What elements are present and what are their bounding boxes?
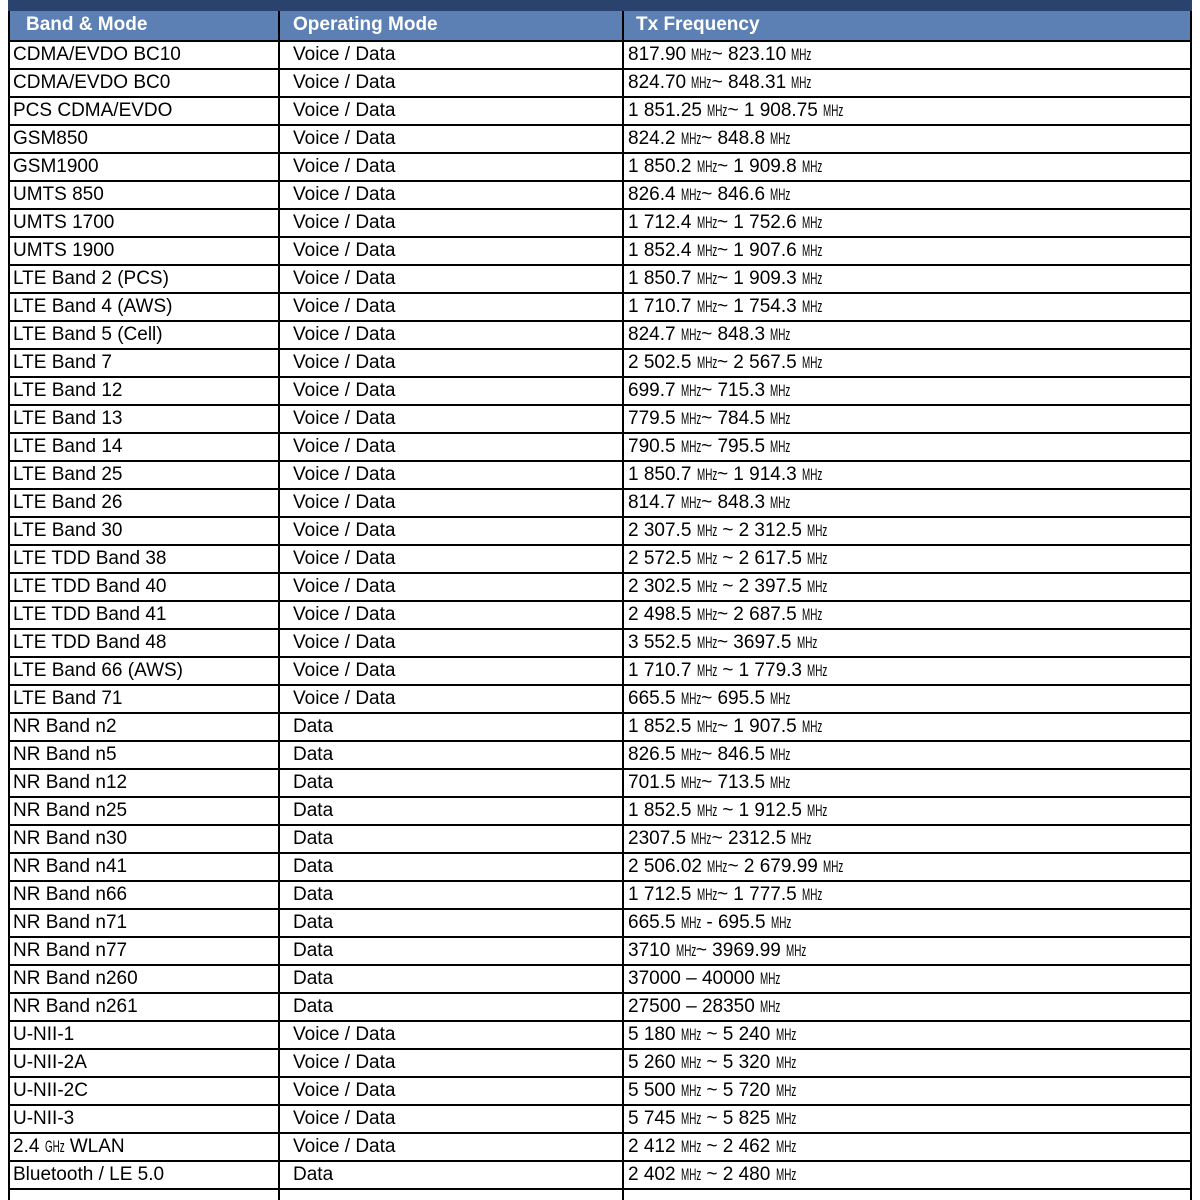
freq-unit: MHz [680,1109,702,1128]
table-row [8,1022,1192,1050]
freq-unit: MHz [680,493,702,512]
table-row [8,742,1192,770]
band-cell: LTE Band 25 [10,462,280,488]
mode-cell: Voice / Data [280,238,624,264]
band-cell: LTE Band 4 (AWS) [10,294,280,320]
freq-cell: 1 852.5 MHz~ 1 907.5 MHz [628,716,823,737]
freq-unit: MHz [770,129,791,148]
mode-cell: Voice / Data [280,42,624,68]
header-band-mode: Band & Mode [10,11,280,40]
freq-unit: MHz [696,633,717,652]
freq-unit: MHz [791,73,812,92]
freq-unit: MHz [801,297,823,316]
table-row [8,182,1192,210]
freq-cell: 37000 – 40000 MHz [628,968,781,989]
freq-cell: 701.5 MHz~ 713.5 MHz [628,772,791,793]
freq-unit: MHz [696,297,717,316]
mode-cell: Voice / Data [280,126,624,152]
freq-unit: MHz [770,185,791,204]
freq-cell: 826.4 MHz~ 846.6 MHz [628,184,791,205]
band-cell: LTE Band 13 [10,406,280,432]
freq-cell: 2 302.5 MHz ~ 2 397.5 MHz [628,576,828,597]
freq-unit: MHz [801,241,823,260]
table-row [8,630,1192,658]
freq-unit: MHz [786,941,807,960]
freq-unit: MHz [791,45,812,64]
freq-unit: MHz [807,661,828,680]
freq-cell: 1 851.25 MHz~ 1 908.75 MHz [628,100,844,121]
freq-cell: 2 502.5 MHz~ 2 567.5 MHz [628,352,823,373]
band-cell: LTE TDD Band 38 [10,546,280,572]
freq-unit: MHz [770,689,791,708]
band-cell: U-NII-3 [10,1106,280,1132]
mode-cell: Data [280,798,624,824]
freq-unit: MHz [691,829,712,848]
table-row [8,210,1192,238]
freq-unit: MHz [770,409,791,428]
freq-unit: MHz [801,885,823,904]
freq-unit: MHz [775,1109,796,1128]
freq-unit: MHz [791,829,812,848]
freq-cell: 5 260 MHz ~ 5 320 MHz [628,1052,796,1073]
freq-unit: MHz [775,1053,796,1072]
freq-unit: MHz [696,465,717,484]
freq-unit: MHz [823,101,844,120]
mode-cell: Voice / Data [280,518,624,544]
band-cell: CDMA/EVDO BC10 [10,42,280,68]
band-cell: U-NII-2C [10,1078,280,1104]
band-cell: GSM1900 [10,154,280,180]
mode-cell: Voice / Data [280,434,624,460]
mode-cell: Voice / Data [280,686,624,712]
freq-cell: 3710 MHz~ 3969.99 MHz [628,940,807,961]
freq-unit: MHz [775,1137,796,1156]
band-cell: LTE Band 12 [10,378,280,404]
freq-unit: MHz [680,325,702,344]
freq-unit: MHz [770,773,791,792]
freq-unit: MHz [696,157,717,176]
table-row [8,798,1192,826]
freq-cell: 27500 – 28350 MHz [628,996,781,1017]
band-cell: LTE Band 30 [10,518,280,544]
freq-unit: MHz [801,605,823,624]
band-cell: 2.4 GHz WLAN [10,1134,280,1160]
freq-cell: 1 850.7 MHz~ 1 909.3 MHz [628,268,823,289]
band-cell: NR Band n71 [10,910,280,936]
band-cell: LTE Band 2 (PCS) [10,266,280,292]
mode-cell: Voice / Data [280,350,624,376]
table-row [8,294,1192,322]
freq-unit: MHz [807,549,828,568]
freq-cell: 2 412 MHz ~ 2 462 MHz [628,1136,796,1157]
header-operating-mode: Operating Mode [280,11,624,40]
table-row [8,826,1192,854]
band-cell: LTE Band 14 [10,434,280,460]
freq-unit: MHz [680,1025,702,1044]
table-row [8,518,1192,546]
freq-unit: MHz [691,45,712,64]
table-row [8,238,1192,266]
mode-cell: Voice / Data [280,1078,624,1104]
mode-cell: Voice / Data [280,322,624,348]
mode-cell: Data [280,994,624,1020]
table-row [8,406,1192,434]
freq-unit: MHz [807,577,828,596]
freq-unit: MHz [801,213,823,232]
mode-cell: Data [280,770,624,796]
mode-cell: Data [280,966,624,992]
freq-unit: MHz [770,493,791,512]
table-row [8,854,1192,882]
freq-unit: MHz [770,913,792,932]
table-row [8,1050,1192,1078]
freq-unit: MHz [796,633,817,652]
table-row [8,42,1192,70]
table-row [8,686,1192,714]
freq-cell: 3 552.5 MHz~ 3697.5 MHz [628,632,817,653]
mode-cell: Voice / Data [280,210,624,236]
table-row [8,1106,1192,1134]
freq-unit: MHz [770,437,791,456]
band-cell: LTE Band 66 (AWS) [10,658,280,684]
table-row [8,574,1192,602]
table-row [8,350,1192,378]
freq-cell: 2 506.02 MHz~ 2 679.99 MHz [628,856,844,877]
table-row [8,266,1192,294]
band-cell: NR Band n25 [10,798,280,824]
band-cell: NR Band n66 [10,882,280,908]
band-cell: LTE Band 7 [10,350,280,376]
band-cell: LTE Band 5 (Cell) [10,322,280,348]
freq-cell: 814.7 MHz~ 848.3 MHz [628,492,791,513]
table-row [8,658,1192,686]
table-row [8,882,1192,910]
band-cell: NR Band n12 [10,770,280,796]
mode-cell: Data [280,938,624,964]
freq-unit: MHz [680,1081,702,1100]
mode-cell: Voice / Data [280,98,624,124]
mode-cell: Data [280,1162,624,1188]
table-row [8,462,1192,490]
freq-cell: 665.5 MHz - 695.5 MHz [628,912,792,933]
mode-cell: Voice / Data [280,182,624,208]
freq-cell: 5 745 MHz ~ 5 825 MHz [628,1108,796,1129]
band-cell: NR Band n77 [10,938,280,964]
freq-unit: MHz [696,661,717,680]
table-row-partial [8,1190,1192,1200]
freq-unit: MHz [680,1137,702,1156]
table-row [8,1162,1192,1190]
band-cell: LTE Band 71 [10,686,280,712]
table-row [8,714,1192,742]
band-cell: UMTS 850 [10,182,280,208]
table-row [8,602,1192,630]
mode-cell: Voice / Data [280,462,624,488]
freq-cell: 824.2 MHz~ 848.8 MHz [628,128,791,149]
freq-unit: MHz [807,801,828,820]
freq-unit: MHz [696,269,717,288]
mode-cell: Voice / Data [280,574,624,600]
freq-cell: 5 500 MHz ~ 5 720 MHz [628,1080,796,1101]
freq-cell: 824.7 MHz~ 848.3 MHz [628,324,791,345]
freq-unit: MHz [696,717,717,736]
table-row [8,434,1192,462]
mode-cell: Voice / Data [280,1050,624,1076]
mode-cell: Data [280,882,624,908]
mode-cell: Voice / Data [280,658,624,684]
freq-unit: MHz [696,213,717,232]
freq-unit: MHz [775,1081,796,1100]
freq-unit: MHz [696,353,717,372]
freq-cell: 1 850.2 MHz~ 1 909.8 MHz [628,156,823,177]
band-cell: U-NII-2A [10,1050,280,1076]
mode-cell: Voice / Data [280,70,624,96]
band-cell: CDMA/EVDO BC0 [10,70,280,96]
freq-cell: 665.5 MHz~ 695.5 MHz [628,688,791,709]
freq-unit: MHz [770,325,791,344]
freq-unit: MHz [801,353,823,372]
freq-cell: 2 498.5 MHz~ 2 687.5 MHz [628,604,823,625]
freq-unit: MHz [775,1025,796,1044]
freq-unit: MHz [696,885,717,904]
table-row [8,546,1192,574]
table-row [8,1078,1192,1106]
band-cell: LTE TDD Band 40 [10,574,280,600]
band-cell: NR Band n41 [10,854,280,880]
freq-unit: MHz [680,1165,702,1184]
freq-unit: MHz [696,577,717,596]
mode-cell: Data [280,910,624,936]
table-top-strip [8,0,1192,11]
freq-unit: MHz [680,381,702,400]
mode-cell: Voice / Data [280,630,624,656]
freq-unit: MHz [696,241,717,260]
mode-cell: Data [280,826,624,852]
mode-cell: Voice / Data [280,1134,624,1160]
table-row [8,98,1192,126]
table-row [8,994,1192,1022]
mode-cell: Voice / Data [280,602,624,628]
band-cell: Bluetooth / LE 5.0 [10,1162,280,1188]
freq-unit: MHz [696,801,717,820]
freq-unit: MHz [680,745,702,764]
freq-unit: MHz [675,941,696,960]
freq-cell: 1 712.4 MHz~ 1 752.6 MHz [628,212,823,233]
band-cell: NR Band n261 [10,994,280,1020]
freq-cell: 779.5 MHz~ 784.5 MHz [628,408,791,429]
freq-unit: MHz [696,521,717,540]
freq-cell: 5 180 MHz ~ 5 240 MHz [628,1024,796,1045]
freq-cell: 2307.5 MHz~ 2312.5 MHz [628,828,812,849]
mode-cell: Voice / Data [280,378,624,404]
freq-cell: 1 710.7 MHz ~ 1 779.3 MHz [628,660,828,681]
freq-unit: MHz [801,717,823,736]
table-row [8,154,1192,182]
freq-unit: MHz [707,101,728,120]
band-cell [10,1190,280,1200]
freq-unit: MHz [770,381,791,400]
table-row [8,378,1192,406]
freq-cell: 2 307.5 MHz ~ 2 312.5 MHz [628,520,828,541]
table-row [8,322,1192,350]
mode-cell: Voice / Data [280,546,624,572]
band-cell: UMTS 1900 [10,238,280,264]
freq-unit: MHz [680,913,702,932]
freq-cell: 817.90 MHz~ 823.10 MHz [628,44,812,65]
table-row [8,126,1192,154]
mode-cell: Voice / Data [280,266,624,292]
table-row [8,70,1192,98]
table-row [8,770,1192,798]
freq-unit: MHz [680,773,702,792]
table-row [8,938,1192,966]
freq-unit: MHz [770,745,791,764]
table-row [8,910,1192,938]
mode-cell: Voice / Data [280,1022,624,1048]
freq-unit: MHz [680,437,702,456]
freq-cell [624,1190,1190,1200]
band-cell: NR Band n5 [10,742,280,768]
band-frequency-table [8,0,1192,1200]
table-row [8,490,1192,518]
band-cell: PCS CDMA/EVDO [10,98,280,124]
table-header-row [8,11,1192,42]
freq-unit: MHz [801,269,823,288]
freq-unit: MHz [801,465,823,484]
band-cell: LTE TDD Band 41 [10,602,280,628]
mode-cell: Voice / Data [280,154,624,180]
freq-unit: MHz [823,857,844,876]
freq-unit: MHz [707,857,728,876]
freq-unit: MHz [696,605,717,624]
freq-cell: 1 710.7 MHz~ 1 754.3 MHz [628,296,823,317]
mode-cell: Voice / Data [280,406,624,432]
table-row [8,966,1192,994]
header-tx-frequency: Tx Frequency [636,14,760,35]
freq-cell: 2 402 MHz ~ 2 480 MHz [628,1164,796,1185]
freq-unit: MHz [691,73,712,92]
band-cell: NR Band n260 [10,966,280,992]
freq-unit: MHz [680,129,702,148]
mode-cell: Data [280,714,624,740]
freq-unit: MHz [680,689,702,708]
mode-cell [280,1190,624,1200]
freq-unit: MHz [680,185,702,204]
freq-unit: MHz [696,549,717,568]
mode-cell: Voice / Data [280,490,624,516]
freq-cell: 824.70 MHz~ 848.31 MHz [628,72,812,93]
freq-unit: MHz [807,521,828,540]
freq-unit: MHz [680,409,702,428]
freq-cell: 1 852.5 MHz ~ 1 912.5 MHz [628,800,828,821]
band-cell: NR Band n30 [10,826,280,852]
freq-unit: MHz [760,997,781,1016]
freq-unit: MHz [801,157,823,176]
table-row [8,1134,1192,1162]
mode-cell: Data [280,742,624,768]
freq-cell: 1 850.7 MHz~ 1 914.3 MHz [628,464,823,485]
band-cell: GSM850 [10,126,280,152]
band-cell: LTE Band 26 [10,490,280,516]
band-cell: NR Band n2 [10,714,280,740]
mode-cell: Data [280,854,624,880]
freq-unit: MHz [775,1165,796,1184]
band-cell: U-NII-1 [10,1022,280,1048]
freq-cell: 790.5 MHz~ 795.5 MHz [628,436,791,457]
table-body [8,42,1192,1190]
freq-cell: 699.7 MHz~ 715.3 MHz [628,380,791,401]
freq-unit: MHz [760,969,781,988]
freq-unit: MHz [680,1053,702,1072]
band-cell: LTE TDD Band 48 [10,630,280,656]
band-cell: UMTS 1700 [10,210,280,236]
freq-cell: 1 712.5 MHz~ 1 777.5 MHz [628,884,823,905]
freq-cell: 826.5 MHz~ 846.5 MHz [628,744,791,765]
mode-cell: Voice / Data [280,1106,624,1132]
mode-cell: Voice / Data [280,294,624,320]
freq-cell: 2 572.5 MHz ~ 2 617.5 MHz [628,548,828,569]
freq-cell: 1 852.4 MHz~ 1 907.6 MHz [628,240,823,261]
freq-unit: GHz [44,1137,65,1156]
